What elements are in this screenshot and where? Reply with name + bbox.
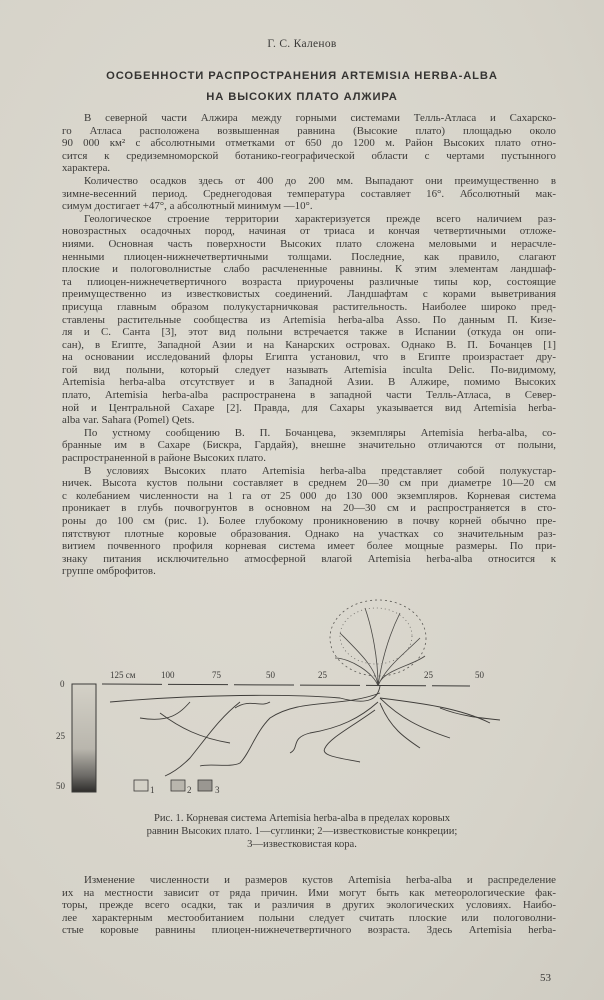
text-line: ля и С. Санта [3], этот вид полыни встречается также в Испании (откуда он опи- (62, 326, 556, 339)
text-line: группе омброфитов. (62, 565, 156, 578)
text-line: проникает в глубь почвогрунтов в основном на 20—30 см и распространяется в сто- (62, 502, 556, 515)
text-line: ненными плиоцен-нижнечетвертичными толщами. Последние, как правило, слагают (62, 250, 556, 263)
text-line: их на местности зависит от ряда причин. Ими могут быть как метеорологические фак- (62, 886, 556, 899)
scale-label: 125 см (110, 670, 136, 680)
figure-caption (0, 812, 604, 851)
text-line: пятствуют плотные коровые образования. Однако на участках со значительным раз- (62, 527, 556, 540)
text-line: Изменение численности и размеров кустов Artemisia herba-alba и распределение (84, 874, 556, 886)
body-text-continued (62, 874, 556, 937)
soil-column (72, 684, 96, 792)
body-text (62, 112, 556, 578)
scale-label: 25 (318, 670, 327, 680)
legend-label: 2 (187, 785, 192, 795)
legend (134, 780, 220, 795)
paragraph (62, 213, 556, 427)
paragraph (62, 112, 556, 175)
roots (110, 686, 500, 776)
bush (330, 600, 426, 686)
title-line: НА ВЫСОКИХ ПЛАТО АЛЖИРА (206, 91, 398, 103)
text-line: роны до 100 см (рис. 1). Более глубокому проникновению в почву корней обычно пре- (62, 515, 556, 527)
text-line: знаку питания исключительно атмосферной влагой Artemisia herba-alba относится к (62, 552, 556, 565)
legend-swatch-loam (134, 780, 148, 791)
legend-label: 3 (215, 785, 220, 795)
text-line: ниями. Основная часть поверхности Высоких плато сложена меловыми и нерасчле- (62, 237, 556, 250)
text-line: сан), в Египте, Западной Азии и на Канарских островах. Однако В. П. Бочанцев [1] (62, 338, 556, 351)
text-line: В условиях Высоких плато Artemisia herba-alba представляет собой полукустар- (84, 464, 556, 477)
paragraph (62, 175, 556, 213)
text-line: ной и Центральной Сахаре [2]. Правда, для Сахары указывается вид Artemisia herba- (62, 401, 556, 414)
text-line: новозрастных осадочных пород, начиная от триаса и кончая четвертичными отложе- (62, 225, 556, 238)
text-line: Геологическое строение территории характеризуется прежде всего наличием раз- (84, 212, 556, 225)
scale-label: 100 (161, 670, 175, 680)
scale-label: 25 (424, 670, 433, 680)
text-line: гой вид полыни, который следует называть Artemisia inculta Delic. По-видимому, (62, 363, 556, 376)
text-line: симум достигает +47°, а абсолютный минимум —10°. (62, 200, 313, 213)
paragraph (62, 427, 556, 465)
legend-swatch-crust (198, 780, 212, 791)
caption-line: равнин Высоких плато. 1—суглинки; 2—известковистые конкреции; (146, 826, 458, 837)
text-line: плато, Artemisia herba-alba распространена в западной части Телль-Атласа, в Север- (62, 389, 556, 402)
text-line: лее характерным местообитанием полыни следует считать плоские или пологоволни- (62, 911, 556, 924)
depth-label: 25 (56, 731, 65, 741)
text-line: го Атласа расположена возвышенная равнина (Высокие плато) площадью около (62, 124, 556, 137)
text-line: alba var. Sahara (Pomel) Qets. (62, 414, 195, 427)
title-line: ОСОБЕННОСТИ РАСПРОСТРАНЕНИЯ ARTEMISIA HERBA-ALBA (106, 70, 498, 82)
text-line: на основании исследований флоры Египта установил, что в Египте произрастает дру- (62, 351, 556, 364)
text-line: ставлены растительные сообщества из Artemisia herba-alba Asso. По данным П. Кизе- (62, 313, 556, 326)
text-line: зимне-весенний период. Среднегодовая температура составляет 16°. Абсолютный мак- (62, 187, 556, 200)
text-line: та плиоцен-нижнечетвертичного возраста приурочены различные типы кор, состоящие (62, 275, 556, 288)
text-line: 90 000 км² с абсолютными отметками от 650 до 1200 м. Район Высоких плато отно- (62, 137, 556, 150)
author: Г. С. Каленов (267, 38, 337, 50)
text-line: торы, прежде всего осадки, так и различия в других экологических условиях. Наибо- (62, 899, 556, 912)
paragraph (62, 465, 556, 578)
scale-label: 50 (475, 670, 484, 680)
surface-scale-line (102, 684, 470, 686)
scale-label: 50 (266, 670, 275, 680)
legend-label: 1 (150, 785, 155, 795)
text-line: ничек. Высота кустов полыни составляет в среднем 20—30 см при диаметре 10—20 см (62, 477, 556, 490)
depth-label: 0 (60, 679, 65, 689)
text-line: витием почвенного профиля корневая система имеет более мощные размеры. По при- (62, 540, 556, 553)
page-number: 53 (540, 972, 551, 984)
text-line: В северной части Алжира между горными системами Телль-Атласа и Сахарско- (84, 112, 556, 124)
legend-swatch-concretions (171, 780, 185, 791)
text-line: сится к средиземноморской ботанико-географической области с чертами пустынного (62, 149, 556, 162)
text-line: бранные им в Сахаре (Бискра, Гардайя), внешне значительно отличаются от полыни, (62, 439, 556, 452)
text-line: По устному сообщению В. П. Бочанцева, экземпляры Artemisia herba-alba, со- (84, 426, 556, 439)
text-line: характера. (62, 162, 111, 175)
paragraph (62, 874, 556, 937)
caption-line: 3—известковистая кора. (247, 839, 357, 850)
text-line: Количество осадков здесь от 400 до 200 мм. Выпадают они преимущественно в (84, 174, 556, 187)
figure-root-system (40, 598, 580, 808)
caption-line: Рис. 1. Корневая система Artemisia herba-alba в пределах коровых (153, 813, 451, 824)
text-line: стые коровые равнины плиоцен-нижнечетвертичного возраста. Здесь Artemisia herba- (62, 924, 556, 937)
text-line: присуща главным образом полукустарничковая растительность. Наиболее широко пред- (62, 300, 556, 313)
text-line: Artemisia herba-alba отсутствует и в Западной Азии. В Алжире, помимо Высоких (62, 376, 556, 389)
article-title (0, 66, 604, 108)
text-line: плоские и пологоволнистые слабо расчлененные равнины. К этим элементам ландшаф- (62, 263, 556, 276)
text-line: с колебанием численности на 1 га от 25 000 до 130 000 экземпляров. Корневая система (62, 489, 556, 502)
scale-label: 75 (212, 670, 221, 680)
text-line: преимущественно из известковистых соединений. Ландшафтам с корами выветривания (62, 288, 556, 301)
depth-label: 50 (56, 781, 65, 791)
text-line: распространенной в районе Высоких плато. (62, 452, 266, 465)
root-system-drawing (40, 598, 580, 808)
